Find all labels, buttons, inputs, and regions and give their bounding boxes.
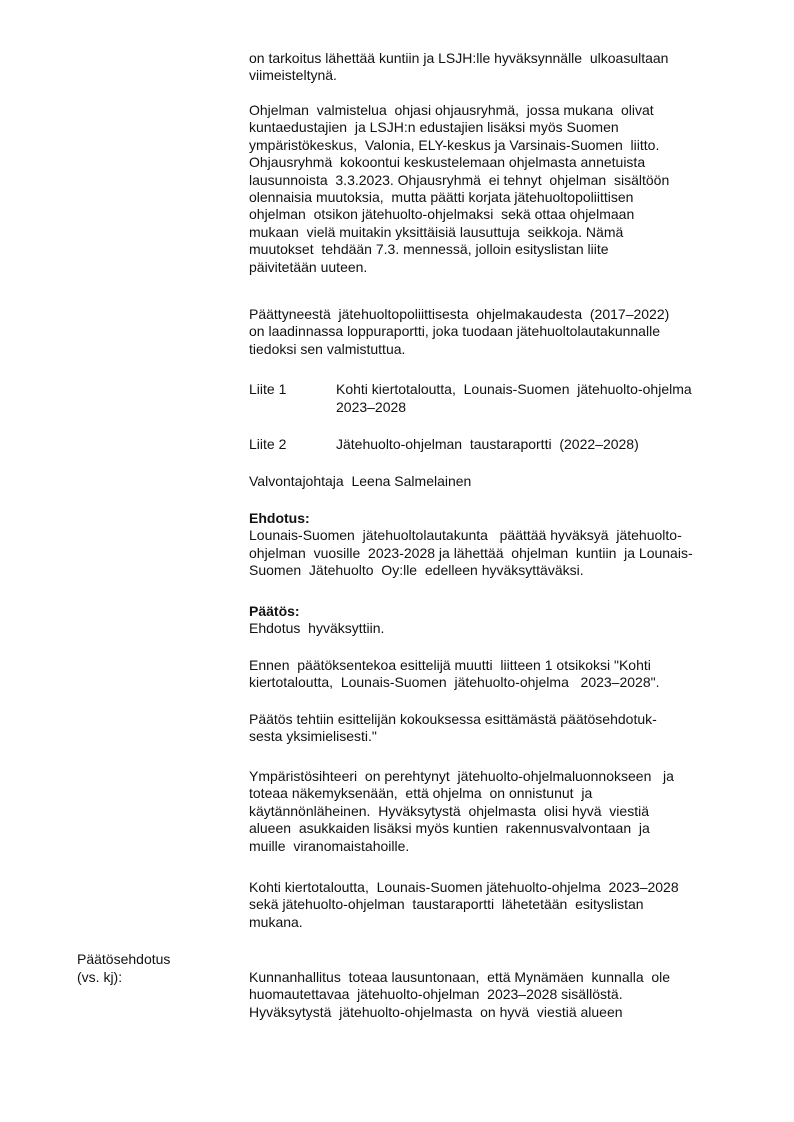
- text-line: viimeisteltynä.: [249, 67, 337, 84]
- text-line: olennaisia muutoksia, mutta päätti korjata jätehuoltopoliittisen: [249, 189, 634, 206]
- proposal-section: [249, 510, 749, 580]
- proposal-heading: Ehdotus:: [249, 510, 310, 526]
- text-line: Ennen päätöksentekoa esittelijä muutti liitteen 1 otsikoksi "Kohti: [249, 657, 651, 673]
- text-line: huomautettavaa jätehuolto-ohjelman 2023–2028 sisällöstä.: [249, 986, 623, 1003]
- text-line: mukaan vielä muitakin yksittäisiä lausuttuja seikkoja. Nämä: [249, 223, 624, 240]
- text-line: Kohti kiertotaloutta, Lounais-Suomen jätehuolto-ohjelma 2023–2028: [249, 879, 679, 895]
- decision-proposal-label: (vs. kj):: [77, 969, 123, 985]
- text-line: Ohjausryhmä kokoontui keskustelemaan ohjelmasta annetuista: [249, 154, 646, 171]
- text-line: lausunnoista 3.3.2023. Ohjausryhmä ei tehnyt ohjelman sisältöön: [249, 171, 670, 188]
- presenter: Valvontajohtaja Leena Salmelainen: [249, 473, 472, 489]
- unanimous-paragraph: [249, 711, 749, 746]
- decision-proposal-label: Päätösehdotus: [77, 951, 171, 967]
- text-line: ohjelman vuosille 2023-2028 ja lähettää ohjelman kuntiin ja Lounais-: [249, 544, 693, 561]
- text-line: mukana.: [249, 913, 303, 930]
- sent-with-paragraph: [249, 879, 749, 931]
- text-line: on tarkoitus lähettää kuntiin ja LSJH:lle hyväksynnälle ulkoasultaan: [249, 50, 669, 66]
- decision-section: [249, 603, 749, 638]
- text-line: sesta yksimielisesti.": [249, 728, 377, 745]
- steering-group-paragraph: [249, 102, 749, 276]
- text-line: on laadinnassa loppuraportti, joka tuodaan jätehuoltolautakunnalle: [249, 323, 660, 340]
- attachment-title: Jätehuolto-ohjelman taustaraportti (2022–2028): [336, 436, 639, 452]
- text-line: Suomen Jätehuolto Oy:lle edelleen hyväksyttäväksi.: [249, 562, 584, 579]
- attachment-title: 2023–2028: [336, 399, 407, 415]
- text-line: ympäristökeskus, Valonia, ELY-keskus ja Varsinais-Suomen liitto.: [249, 136, 660, 153]
- decision-proposal-text: [249, 969, 749, 1021]
- text-line: kuntaedustajien ja LSJH:n edustajien lisäksi myös Suomen: [249, 119, 619, 136]
- text-line: käytännönläheinen. Hyväksytystä ohjelmasta olisi hyvä viestiä: [249, 802, 649, 819]
- attachment-label: Liite 1: [249, 381, 287, 397]
- previous-period-paragraph: [249, 306, 749, 358]
- change-note-paragraph: [249, 657, 749, 692]
- decision-heading: Päätös:: [249, 603, 300, 619]
- text-line: Ehdotus hyväksyttiin.: [249, 620, 385, 637]
- text-line: alueen asukkaiden lisäksi myös kuntien rakennusvalvontaan ja: [249, 820, 650, 837]
- text-line: Ohjelman valmistelua ohjasi ohjausryhmä, jossa mukana olivat: [249, 102, 654, 118]
- text-line: sekä jätehuolto-ohjelman taustaraportti lähetetään esityslistan: [249, 896, 644, 913]
- text-line: Ympäristösihteeri on perehtynyt jätehuolto-ohjelmaluonnokseen ja: [249, 768, 674, 784]
- text-line: Päättyneestä jätehuoltopoliittisesta ohjelmakaudesta (2017–2022): [249, 306, 670, 322]
- env-secretary-paragraph: [249, 768, 749, 855]
- text-line: muutokset tehdään 7.3. mennessä, jolloin esityslistan liite: [249, 241, 609, 258]
- text-line: päivitetään uuteen.: [249, 258, 368, 275]
- attachment-title: Kohti kiertotaloutta, Lounais-Suomen jätehuolto-ohjelma: [336, 381, 692, 397]
- attachment-label: Liite 2: [249, 436, 287, 452]
- text-line: Päätös tehtiin esittelijän kokouksessa esittämästä päätösehdotuk-: [249, 711, 657, 727]
- text-line: tiedoksi sen valmistuttua.: [249, 340, 406, 357]
- text-line: Kunnanhallitus toteaa lausuntonaan, että Mynämäen kunnalla ole: [249, 969, 671, 985]
- text-line: ohjelman otsikon jätehuolto-ohjelmaksi sekä ottaa ohjelmaan: [249, 206, 635, 223]
- text-line: toteaa näkemyksenään, että ohjelma on onnistunut ja: [249, 785, 593, 802]
- text-line: muille viranomaistahoille.: [249, 837, 410, 854]
- text-line: Lounais-Suomen jätehuoltolautakunta päättää hyväksyä jätehuolto-: [249, 527, 682, 544]
- text-line: Hyväksytystä jätehuolto-ohjelmasta on hyvä viestiä alueen: [249, 1003, 623, 1020]
- text-line: kiertotaloutta, Lounais-Suomen jätehuolto-ohjelma 2023–2028".: [249, 674, 660, 691]
- intro-paragraph: [249, 50, 749, 85]
